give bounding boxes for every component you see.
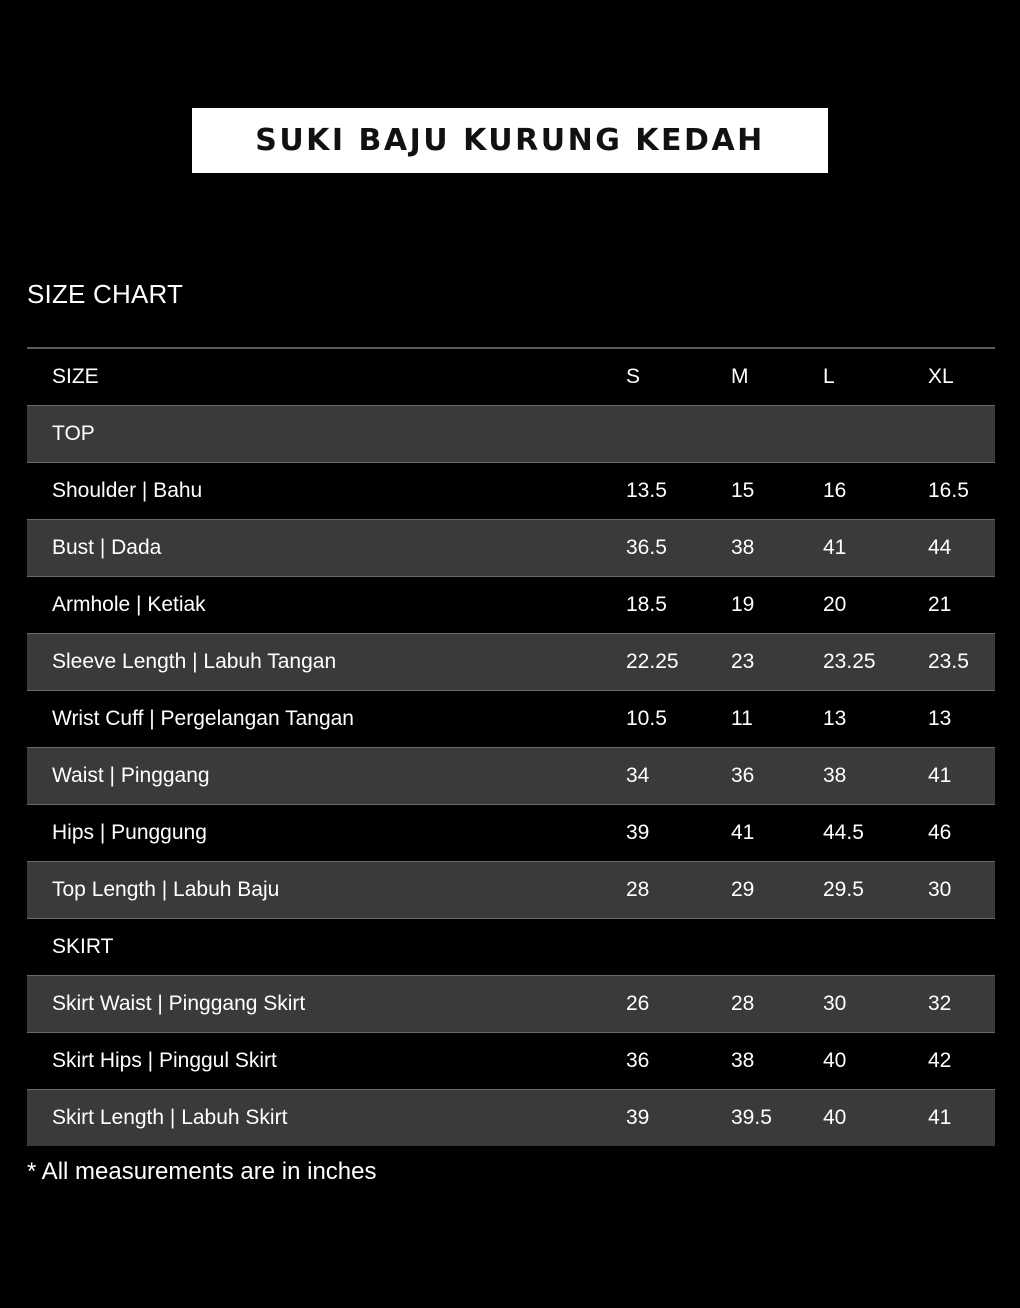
value-m: 39.5 [731, 1106, 772, 1129]
value-xl: 46 [928, 821, 952, 844]
value-l: 20 [823, 593, 847, 616]
value-m: 38 [731, 536, 755, 559]
value-xl: 13 [928, 707, 952, 730]
row-label: Hips | Punggung [52, 821, 207, 844]
value-s: 22.25 [626, 650, 679, 673]
table-row [27, 520, 995, 577]
value-l: 23.25 [823, 650, 876, 673]
row-label: Skirt Waist | Pinggang Skirt [52, 992, 306, 1015]
value-l: 38 [823, 764, 847, 787]
value-s: 36.5 [626, 536, 667, 559]
value-m: 41 [731, 821, 755, 844]
table-row [27, 634, 995, 691]
row-label: Skirt Length | Labuh Skirt [52, 1106, 288, 1129]
value-s: 28 [626, 878, 650, 901]
value-xl: 41 [928, 764, 952, 787]
value-xl: 42 [928, 1049, 952, 1072]
title-banner [192, 108, 828, 173]
value-s: 18.5 [626, 593, 667, 616]
value-m: 36 [731, 764, 755, 787]
value-s: 13.5 [626, 479, 667, 502]
value-l: 40 [823, 1106, 847, 1129]
value-s: 34 [626, 764, 650, 787]
value-l: 29.5 [823, 878, 864, 901]
value-l: 40 [823, 1049, 847, 1072]
table-row [27, 577, 995, 634]
value-m: 15 [731, 479, 755, 502]
value-l: 41 [823, 536, 847, 559]
header-size-label: SIZE [52, 365, 99, 388]
section-label-top: TOP [52, 422, 95, 445]
measurement-footnote: * All measurements are in inches [27, 1158, 377, 1185]
section-row-skirt [27, 919, 995, 976]
row-label: Waist | Pinggang [52, 764, 210, 787]
value-s: 39 [626, 821, 650, 844]
page-title: SUKI BAJU KURUNG KEDAH [255, 123, 765, 158]
header-size-l: L [823, 365, 835, 388]
value-m: 19 [731, 593, 755, 616]
table-row [27, 805, 995, 862]
header-size-m: M [731, 365, 749, 388]
value-l: 30 [823, 992, 847, 1015]
section-label-skirt: SKIRT [52, 935, 114, 958]
value-l: 44.5 [823, 821, 864, 844]
header-size-s: S [626, 365, 641, 388]
value-s: 10.5 [626, 707, 667, 730]
table-row [27, 976, 995, 1033]
table-row [27, 1090, 995, 1146]
value-xl: 16.5 [928, 479, 969, 502]
table-row [27, 748, 995, 805]
row-label: Sleeve Length | Labuh Tangan [52, 650, 337, 673]
row-label: Top Length | Labuh Baju [52, 878, 280, 901]
value-s: 26 [626, 992, 650, 1015]
row-label: Skirt Hips | Pinggul Skirt [52, 1049, 277, 1072]
value-s: 36 [626, 1049, 650, 1072]
table-row [27, 463, 995, 520]
value-s: 39 [626, 1106, 650, 1129]
value-xl: 23.5 [928, 650, 969, 673]
value-m: 38 [731, 1049, 755, 1072]
value-m: 23 [731, 650, 755, 673]
value-xl: 30 [928, 878, 952, 901]
section-row-top [27, 406, 995, 463]
table-header-row [27, 349, 995, 406]
value-m: 29 [731, 878, 755, 901]
value-m: 28 [731, 992, 755, 1015]
row-label: Wrist Cuff | Pergelangan Tangan [52, 707, 354, 730]
row-label: Bust | Dada [52, 536, 162, 559]
table-row [27, 1033, 995, 1090]
value-xl: 44 [928, 536, 952, 559]
table-row [27, 862, 995, 919]
row-label: Shoulder | Bahu [52, 479, 203, 502]
header-size-xl: XL [928, 365, 954, 388]
value-xl: 21 [928, 593, 952, 616]
table-row [27, 691, 995, 748]
value-l: 16 [823, 479, 847, 502]
value-xl: 41 [928, 1106, 952, 1129]
value-xl: 32 [928, 992, 952, 1015]
row-label: Armhole | Ketiak [52, 593, 206, 616]
size-table [27, 347, 995, 1146]
value-m: 11 [731, 707, 753, 730]
section-heading: SIZE CHART [27, 279, 184, 309]
value-l: 13 [823, 707, 847, 730]
